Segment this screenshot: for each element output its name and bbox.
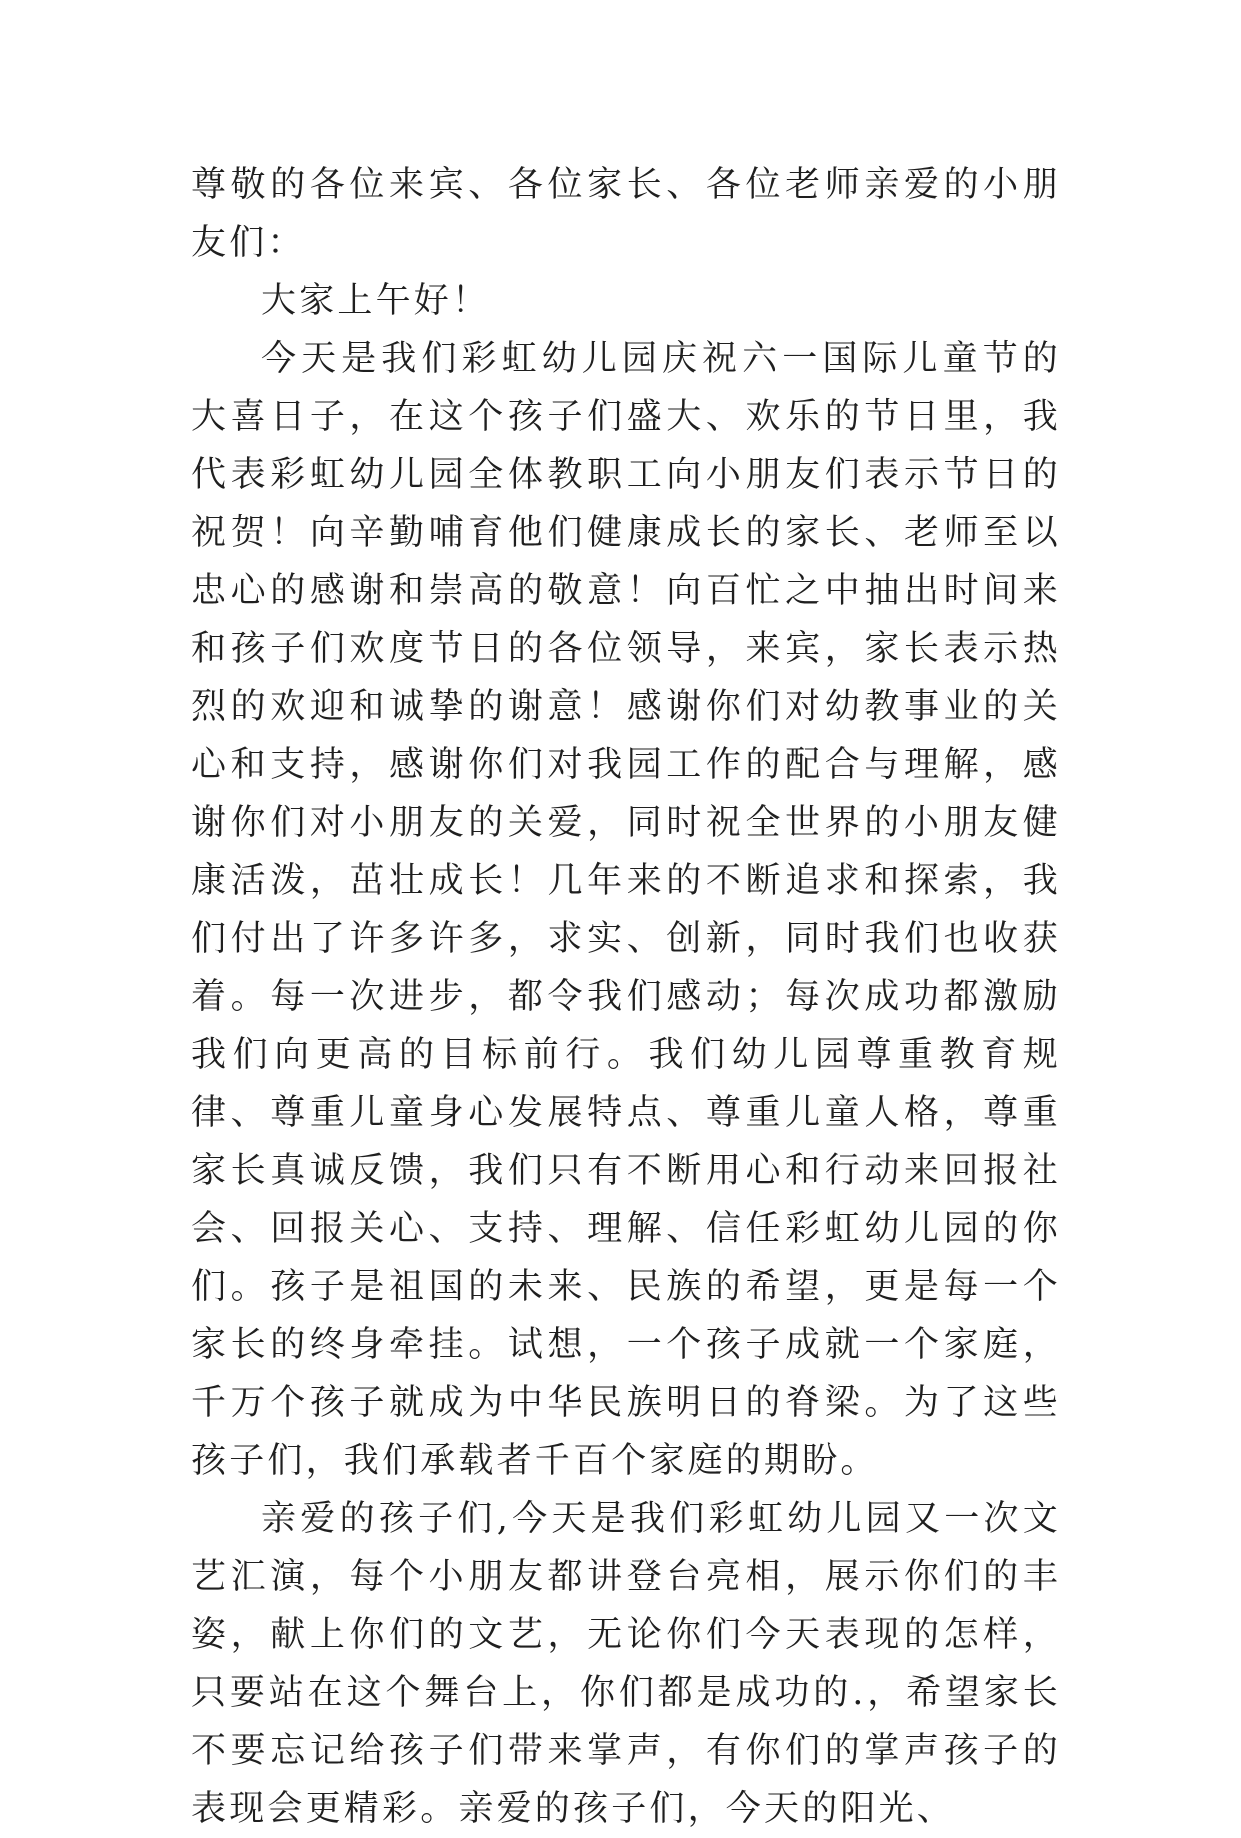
paragraph-1: 今天是我们彩虹幼儿园庆祝六一国际儿童节的大喜日子，在这个孩子们盛大、欢乐的节日里，我代表彩虹幼儿园全体教职工向小朋友们表示节日的祝贺！向辛勤哺育他们健康成长的家长、老师至以忠心的感谢和崇高的敬意！向百忙之中抽出时间来和孩子们欢度节日的各位领导，来宾，家长表示热烈的欢迎和诚挚的谢意！感谢你们对幼教事业的关心和支持，感谢你们对我园工作的配合与理解，感谢你们对小朋友的关爱，同时祝全世界的小朋友健康活泼，茁壮成长！几年来的不断追求和探索，我们付出了许多许多，求实、创新，同时我们也收获着。每一次进步，都令我们感动；每次成功都激励我们向更高的目标前行。我们幼儿园尊重教育规律、尊重儿童身心发展特点、尊重儿童人格，尊重家长真诚反馈，我们只有不断用心和行动来回报社会、回报关心、支持、理解、信任彩虹幼儿园的你们。孩子是祖国的未来、民族的希望，更是每一个家长的终身牵挂。试想，一个孩子成就一个家庭，千万个孩子就成为中华民族明日的脊梁。为了这些孩子们，我们承载者千百个家庭的期盼。 xyxy=(191,339,1061,1481)
document-body xyxy=(191,156,1061,1838)
salutation: 尊敬的各位来宾、各位家长、各位老师亲爱的小朋友们： xyxy=(191,165,1061,263)
greeting: 大家上午好！ xyxy=(261,281,491,321)
paragraph-2: 亲爱的孩子们,今天是我们彩虹幼儿园又一次文艺汇演，每个小朋友都讲登台亮相，展示你们的丰姿，献上你们的文艺，无论你们今天表现的怎样，只要站在这个舞台上，你们都是成功的.，希望家长不要忘记给孩子们带来掌声，有你们的掌声孩子的表现会更精彩。亲爱的孩子们，今天的阳光、 xyxy=(191,1499,1061,1829)
